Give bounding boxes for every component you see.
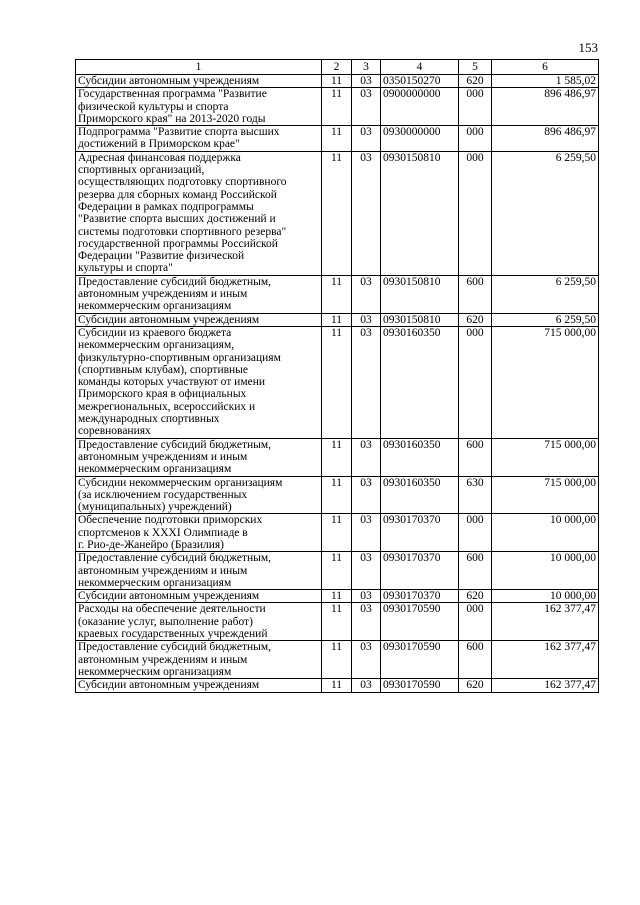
target-article-cell: 0930170370 <box>381 590 459 603</box>
row-name-cell: Субсидии автономным учреждениям <box>76 590 322 603</box>
amount-cell: 715 000,00 <box>492 438 599 476</box>
section-cell: 11 <box>322 552 352 590</box>
target-article-cell: 0930170370 <box>381 514 459 552</box>
section-cell: 11 <box>322 514 352 552</box>
section-cell: 11 <box>322 126 352 152</box>
table-row <box>76 590 599 603</box>
row-name-cell: Субсидии некоммерческим организациям (за исключением государственных (муниципальных) учреждений) <box>76 476 322 514</box>
section-cell: 11 <box>322 438 352 476</box>
subsection-cell: 03 <box>352 552 381 590</box>
column-header: 1 <box>76 60 322 75</box>
expense-type-cell: 000 <box>459 88 492 126</box>
table-row <box>76 514 599 552</box>
column-header: 3 <box>352 60 381 75</box>
table-row <box>76 275 599 313</box>
amount-cell: 10 000,00 <box>492 552 599 590</box>
amount-cell: 6 259,50 <box>492 151 599 275</box>
target-article-cell: 0930150810 <box>381 151 459 275</box>
expense-type-cell: 600 <box>459 438 492 476</box>
row-name-cell: Субсидии автономным учреждениям <box>76 313 322 326</box>
subsection-cell: 03 <box>352 603 381 641</box>
target-article-cell: 0930170590 <box>381 679 459 692</box>
table-row <box>76 603 599 641</box>
subsection-cell: 03 <box>352 126 381 152</box>
expense-type-cell: 000 <box>459 603 492 641</box>
row-name-cell: Государственная программа "Развитие физической культуры и спорта Приморского края" на 2013-2020 годы <box>76 88 322 126</box>
expense-type-cell: 000 <box>459 151 492 275</box>
target-article-cell: 0930150810 <box>381 275 459 313</box>
section-cell: 11 <box>322 641 352 679</box>
expense-type-cell: 620 <box>459 590 492 603</box>
target-article-cell: 0900000000 <box>381 88 459 126</box>
subsection-cell: 03 <box>352 313 381 326</box>
column-header: 4 <box>381 60 459 75</box>
row-name-cell: Предоставление субсидий бюджетным, автономным учреждениям и иным некоммерческим организациям <box>76 552 322 590</box>
target-article-cell: 0930150810 <box>381 313 459 326</box>
amount-cell: 6 259,50 <box>492 275 599 313</box>
subsection-cell: 03 <box>352 151 381 275</box>
table-row <box>76 438 599 476</box>
target-article-cell: 0930170370 <box>381 552 459 590</box>
amount-cell: 715 000,00 <box>492 326 599 438</box>
subsection-cell: 03 <box>352 88 381 126</box>
subsection-cell: 03 <box>352 75 381 88</box>
table-row <box>76 326 599 438</box>
table-row <box>76 126 599 152</box>
target-article-cell: 0930160350 <box>381 476 459 514</box>
amount-cell: 162 377,47 <box>492 603 599 641</box>
amount-cell: 896 486,97 <box>492 126 599 152</box>
subsection-cell: 03 <box>352 476 381 514</box>
table-row <box>76 679 599 692</box>
expense-type-cell: 600 <box>459 275 492 313</box>
row-name-cell: Предоставление субсидий бюджетным, автономным учреждениям и иным некоммерческим организациям <box>76 641 322 679</box>
subsection-cell: 03 <box>352 514 381 552</box>
expense-type-cell: 000 <box>459 326 492 438</box>
page-number: 153 <box>578 40 598 55</box>
column-header: 5 <box>459 60 492 75</box>
expense-type-cell: 000 <box>459 514 492 552</box>
amount-cell: 1 585,02 <box>492 75 599 88</box>
section-cell: 11 <box>322 326 352 438</box>
amount-cell: 896 486,97 <box>492 88 599 126</box>
amount-cell: 715 000,00 <box>492 476 599 514</box>
section-cell: 11 <box>322 603 352 641</box>
column-header: 6 <box>492 60 599 75</box>
expense-type-cell: 600 <box>459 552 492 590</box>
subsection-cell: 03 <box>352 641 381 679</box>
target-article-cell: 0930160350 <box>381 438 459 476</box>
subsection-cell: 03 <box>352 326 381 438</box>
amount-cell: 6 259,50 <box>492 313 599 326</box>
expense-type-cell: 620 <box>459 679 492 692</box>
column-header: 2 <box>322 60 352 75</box>
section-cell: 11 <box>322 590 352 603</box>
subsection-cell: 03 <box>352 275 381 313</box>
expense-type-cell: 620 <box>459 75 492 88</box>
table-row <box>76 313 599 326</box>
target-article-cell: 0930000000 <box>381 126 459 152</box>
expense-type-cell: 620 <box>459 313 492 326</box>
row-name-cell: Субсидии автономным учреждениям <box>76 679 322 692</box>
table-header-row <box>76 60 599 75</box>
section-cell: 11 <box>322 476 352 514</box>
table-row <box>76 476 599 514</box>
section-cell: 11 <box>322 275 352 313</box>
section-cell: 11 <box>322 88 352 126</box>
target-article-cell: 0350150270 <box>381 75 459 88</box>
amount-cell: 10 000,00 <box>492 590 599 603</box>
budget-table <box>75 59 599 693</box>
amount-cell: 162 377,47 <box>492 679 599 692</box>
section-cell: 11 <box>322 313 352 326</box>
expense-type-cell: 000 <box>459 126 492 152</box>
table-row <box>76 75 599 88</box>
amount-cell: 162 377,47 <box>492 641 599 679</box>
row-name-cell: Субсидии из краевого бюджета некоммерческим организациям, физкультурно-спортивным организациям (спортивным клубам), спортивные команды которых участвуют от имени Приморского края в официальных межрегиональных, всероссийских и международных спортивных соревнованиях <box>76 326 322 438</box>
row-name-cell: Предоставление субсидий бюджетным, автономным учреждениям и иным некоммерческим организациям <box>76 438 322 476</box>
target-article-cell: 0930170590 <box>381 603 459 641</box>
row-name-cell: Адресная финансовая поддержка спортивных организаций, осуществляющих подготовку спортивного резерва для сборных команд Российской Федерации в рамках подпрограммы "Развитие спорта высших достижений и системы подготовки спортивного резерва" государственной программы Российской Федерации "Развитие физической культуры и спорта" <box>76 151 322 275</box>
subsection-cell: 03 <box>352 679 381 692</box>
subsection-cell: 03 <box>352 438 381 476</box>
table-row <box>76 151 599 275</box>
table-row <box>76 88 599 126</box>
subsection-cell: 03 <box>352 590 381 603</box>
amount-cell: 10 000,00 <box>492 514 599 552</box>
row-name-cell: Предоставление субсидий бюджетным, автономным учреждениям и иным некоммерческим организациям <box>76 275 322 313</box>
row-name-cell: Субсидии автономным учреждениям <box>76 75 322 88</box>
table-row <box>76 552 599 590</box>
section-cell: 11 <box>322 75 352 88</box>
row-name-cell: Обеспечение подготовки приморских спортсменов к XXXI Олимпиаде в г. Рио-де-Жанейро (Бразилия) <box>76 514 322 552</box>
expense-type-cell: 630 <box>459 476 492 514</box>
row-name-cell: Подпрограмма "Развитие спорта высших достижений в Приморском крае" <box>76 126 322 152</box>
section-cell: 11 <box>322 151 352 275</box>
expense-type-cell: 600 <box>459 641 492 679</box>
target-article-cell: 0930160350 <box>381 326 459 438</box>
target-article-cell: 0930170590 <box>381 641 459 679</box>
table-row <box>76 641 599 679</box>
row-name-cell: Расходы на обеспечение деятельности (оказание услуг, выполнение работ) краевых государственных учреждений <box>76 603 322 641</box>
section-cell: 11 <box>322 679 352 692</box>
